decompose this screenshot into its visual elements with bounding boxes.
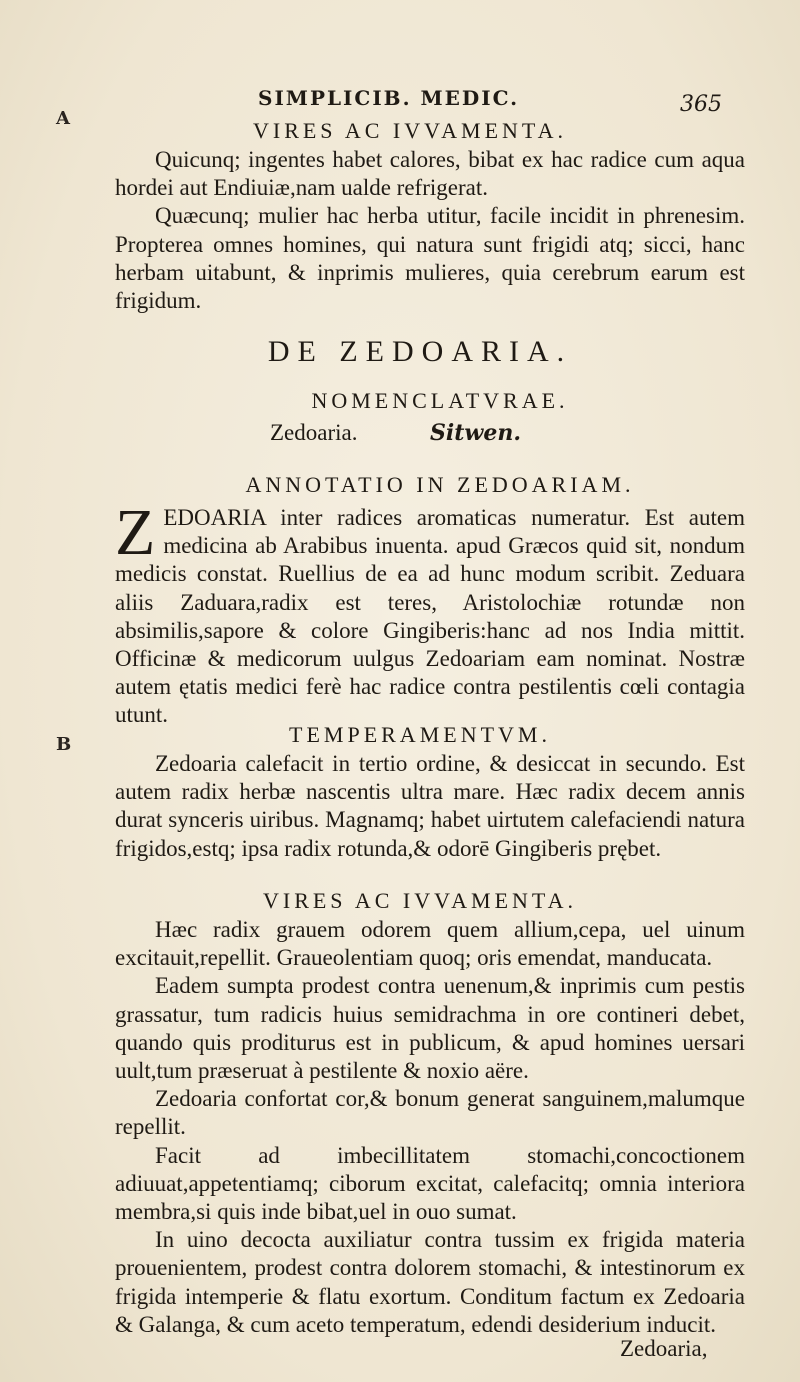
page-number: 365 <box>680 92 722 117</box>
paragraph: Zedoaria confortat cor,& bonum generat sanguinem,malumque repellit. <box>115 1086 745 1140</box>
paragraph: Zedoaria calefacit in tertio ordine, & desiccat in secundo. Est autem radix herbæ nascentis ultra mare. Hæc radix decem annis durat synceris uiribus. Magnamq; habet uirtutem calefaciendi natura frigidos,estq; ipsa radix rotunda,& odorē Gingiberis prębet. <box>115 751 745 861</box>
paragraph: Facit ad imbecillitatem stomachi,concoctionem adiuuat,appetentiamq; ciborum excitat, calefacitq; omnia interiora membra,si quis inde bibat,uel in ouo sumat. <box>115 1142 745 1225</box>
drop-cap-initial: Z <box>115 496 156 569</box>
chapter-title: DE ZEDOARIA. <box>267 335 573 368</box>
vires-text <box>115 916 745 1339</box>
temperamentum-text <box>115 750 745 863</box>
name-latin: Zedoaria. <box>270 420 358 445</box>
margin-letter-b: B <box>56 734 72 755</box>
paragraph: Hæc radix grauem odorem quem allium,cepa, uel uinum excitauit,repellit. Graueolentiam quoq; oris emendat, manducata. <box>115 917 745 971</box>
annotatio-heading: ANNOTATIO IN ZEDOARIAM. <box>245 472 635 497</box>
catchword: Zedoaria, <box>620 1336 708 1361</box>
paragraph: Eadem sumpta prodest contra uenenum,& inprimis cum pestis grassatur, tum radicis huius semidrachma in ore contineri debet, quando quis proditurus est in publicum, & apud homines uersari uult,tum præseruat à pestilente & noxio aëre. <box>115 973 745 1084</box>
temperamentum-heading: TEMPERAMENTVM. <box>289 722 551 747</box>
section1-text <box>115 146 745 315</box>
annotatio-body: EDOARIA inter radices aromaticas numeratur. Est autem medicina ab Arabibus inuenta. apud Græcos quid sit, nondum medicis constat. Ruellius de ea ad hunc modum scribit. Zeduara aliis Zaduara,radix est teres, Aristolochiæ rotundæ non absimilis,sapore & colore Gingiberis:hanc ad nos India mittit. Officinæ & medicorum uulgus Zedoariam eam nominat. Nostræ autem ętatis medici ferè hac radice contra pestilentis cœli contagia utunt. <box>115 505 745 728</box>
name-german: Sitwen. <box>430 420 521 446</box>
vires-heading-2: VIRES AC IVVAMENTA. <box>262 888 577 913</box>
paragraph: Quæcunq; mulier hac herba utitur, facile incidit in phrenesim. Propterea omnes homines, qui natura sunt frigidi atq; sicci, hanc herbam uitabunt, & inprimis mulieres, quia cerebrum earum est frigidum. <box>115 203 745 314</box>
paragraph: In uino decocta auxiliatur contra tussim ex frigida materia prouenientem, prodest contra dolorem stomachi, & intestinorum ex frigida intemperie & flatu exortum. Conditum factum ex Zedoaria & Galanga, & cum aceto temperatum, edendi desiderium inducit. <box>115 1227 745 1337</box>
running-head: SIMPLICIB. MEDIC. <box>258 86 520 110</box>
nomenclature-heading: NOMENCLATVRAE. <box>311 388 569 413</box>
margin-letter-a: A <box>56 108 70 129</box>
annotatio-text <box>115 496 745 730</box>
section-heading-vires: VIRES AC IVVAMENTA. <box>252 118 567 143</box>
paragraph: Quicunq; ingentes habet calores, bibat ex hac radice cum aqua hordei aut Endiuiæ,nam ualde refrigerat. <box>115 147 745 201</box>
